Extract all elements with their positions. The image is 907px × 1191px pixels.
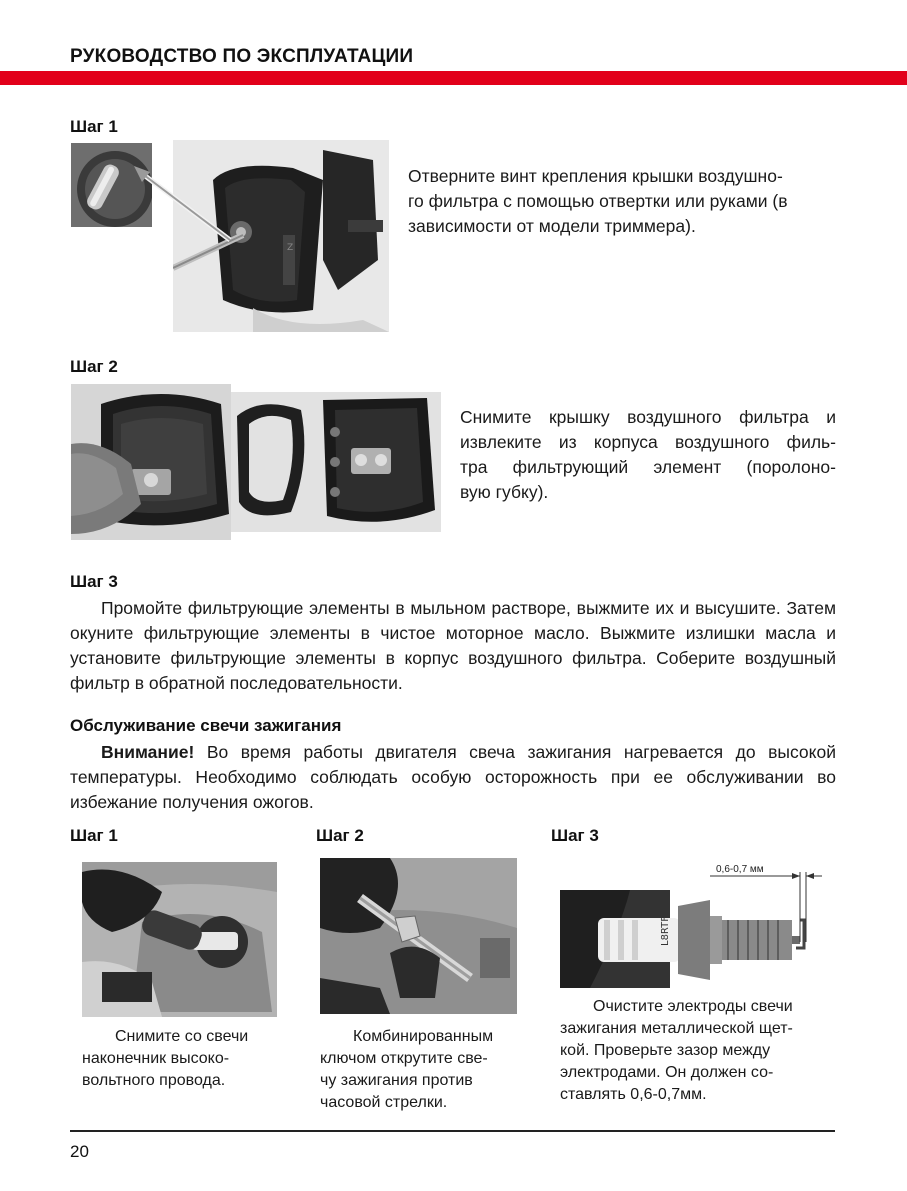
spark-plug-gap-dimension bbox=[700, 862, 826, 952]
air-filter-step2-text: Снимите крышку воздушного фильтра и извлеките из корпуса воздушного филь- тра фильтрующий элемент (поролоно- вую губку). bbox=[460, 407, 836, 502]
air-filter-step3-heading: Шаг 3 bbox=[70, 572, 118, 591]
air-filter-step2-cover-photo bbox=[71, 384, 231, 540]
svg-text:Z: Z bbox=[287, 243, 294, 253]
spark-plug-step2-heading: Шаг 2 bbox=[316, 826, 364, 845]
air-filter-step1-heading: Шаг 1 bbox=[70, 117, 118, 136]
spark-plug-warning-text: Во время работы двигателя свеча зажигания нагревается до высокой температуры. Необходимо соблюдать особую осторожность при ее обслуживании во избежание получения ожогов. bbox=[70, 742, 836, 812]
footer-divider bbox=[70, 1130, 835, 1132]
air-filter-step1-pointer-arrow bbox=[130, 160, 240, 250]
spark-plug-step1-caption: Снимите со свечи наконечник высоко- вольтного провода. bbox=[82, 1028, 249, 1089]
spark-plug-marking: L8RTF bbox=[660, 915, 671, 946]
spark-plug-step3-caption: Очистите электроды свечи зажигания металлической щет- кой. Проверьте зазор между электродами. Он должен со- ставлять 0,6-0,7мм. bbox=[560, 998, 793, 1103]
spark-plug-warning bbox=[70, 740, 836, 815]
page-number: 20 bbox=[70, 1142, 89, 1161]
spark-plug-step1-photo bbox=[82, 862, 277, 1017]
spark-plug-step3-heading: Шаг 3 bbox=[551, 826, 599, 845]
page-header-title: РУКОВОДСТВО ПО ЭКСПЛУАТАЦИИ bbox=[70, 46, 414, 67]
spark-plug-step2-caption: Комбинированным ключом открутите све- чу зажигания против часовой стрелки. bbox=[320, 1028, 494, 1111]
air-filter-step3-text: Промойте фильтрующие элементы в мыльном растворе, выжмите их и высушите. Затем окуните фильтрующие элементы в чистое моторное масло. Выжмите излишки масла и установите фильтрующие элементы в корпус воздушного фильтра. Соберите воздушный фильтр в обратной последовательности. bbox=[70, 598, 836, 693]
air-filter-step2-housing-photo bbox=[231, 392, 441, 532]
header-accent-bar bbox=[0, 71, 907, 85]
spark-plug-gap-label: 0,6-0,7 мм bbox=[716, 864, 764, 875]
spark-plug-step1-heading: Шаг 1 bbox=[70, 826, 118, 845]
spark-plug-section-title: Обслуживание свечи зажигания bbox=[70, 716, 342, 735]
spark-plug-warning-label: Внимание! bbox=[101, 742, 195, 762]
spark-plug-step2-photo bbox=[320, 858, 517, 1014]
air-filter-step2-heading: Шаг 2 bbox=[70, 357, 118, 376]
air-filter-step1-text: Отверните винт крепления крышки воздушно- го фильтра с помощью отвертки или руками (в зависимости от модели триммера). bbox=[408, 166, 788, 236]
